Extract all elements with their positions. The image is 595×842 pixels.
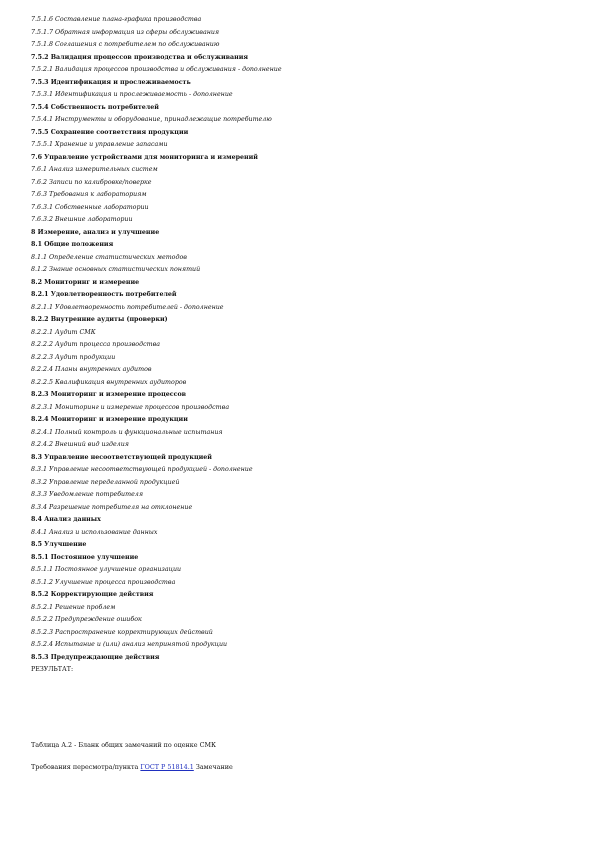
toc-item: 7.5.3.1 Идентификация и прослеживаемость - дополнение (31, 91, 233, 98)
toc-item: 8.5.2 Корректирующие действия (31, 591, 154, 598)
toc-item: 7.5.4 Собственность потребителей (31, 103, 159, 111)
toc-item: 7.6.3 Требования к лабораториям (31, 191, 147, 198)
toc-item: 8.2.2.1 Аудит СМК (31, 328, 96, 336)
toc-item: 8.2.2.3 Аудит продукции (31, 353, 116, 361)
toc-item: 8 Измерение, анализ и улучшение (31, 228, 160, 236)
toc-item: 7.5.2 Валидация процессов производства и обслуживания (31, 53, 249, 61)
toc-item: 8.3.2 Управление переделанной продукцией (31, 478, 180, 486)
toc-item: 8.5.2.4 Испытание и (или) анализ непринятой продукции (31, 641, 228, 648)
requirement-prefix: Требования пересмотра/пункта (31, 763, 139, 771)
toc-item: 8.3.4 Разрешение потребителя на отклонение (31, 503, 193, 511)
toc-item: 8.2.3.1 Мониторинг и измерение процессов производства (31, 403, 230, 411)
toc-item: 8.2.4.2 Внешний вид изделия (31, 441, 129, 448)
toc-item: 8.2.4 Мониторинг и измерение продукции (31, 416, 188, 423)
toc-item: 7.5.1.8 Соглашения с потребителем по обслуживанию (31, 41, 220, 48)
toc-item: 8.4.1 Анализ и использование данных (31, 528, 158, 536)
toc-item: 7.6.3.2 Внешние лаборатории (31, 216, 133, 223)
toc-item: 7.6.3.1 Собственные лаборатории (31, 203, 149, 211)
requirements-header-line (31, 763, 233, 771)
table-caption: Таблица А.2 - Бланк общих замечаний по оценке СМК (31, 741, 216, 749)
toc-item: 8.5.2.3 Распространение корректирующих действий (31, 628, 213, 636)
toc-item: 8.2.2 Внутренние аудиты (проверки) (31, 316, 168, 323)
toc-item: 7.6.1 Анализ измерительных систем (31, 166, 158, 173)
toc-item: 7.5.1.6 Составление плана-графика производства (31, 16, 202, 23)
toc-item: 8.2.3 Мониторинг и измерение процессов (31, 391, 187, 398)
toc-item: 8.1 Общие положения (31, 241, 114, 248)
toc-item: 7.5.5 Сохранение соответствия продукции (31, 128, 189, 136)
toc-item: 8.2.2.4 Планы внутренних аудитов (31, 366, 152, 373)
toc-item: 7.5.4.1 Инструменты и оборудование, принадлежащие потребителю (31, 116, 272, 123)
toc-item: 7.6.2 Записи по калибровке/поверке (31, 178, 152, 186)
requirement-suffix: Замечание (195, 763, 233, 771)
toc-list (31, 16, 291, 673)
toc-item: 8.2.2.2 Аудит процесса производства (31, 341, 161, 348)
toc-item: 8.5 Улучшение (31, 541, 87, 548)
toc-item: 8.3 Управление несоответствующей продукцией (31, 453, 212, 461)
toc-item: 8.2.1 Удовлетворенность потребителей (31, 291, 177, 298)
toc-item: 8.5.3 Предупреждающие действия (31, 653, 160, 661)
toc-item: 7.6 Управление устройствами для мониторинга и измерений (31, 153, 258, 161)
toc-item: 8.1.1 Определение статистических методов (31, 253, 187, 261)
toc-item: 8.3.1 Управление несоответствующей продукцией - дополнение (31, 466, 253, 473)
toc-item: 7.5.1.7 Обратная информация из сферы обслуживания (31, 28, 220, 36)
toc-item: 8.5.1.1 Постоянное улучшение организации (31, 566, 182, 573)
toc-item: 7.5.3 Идентификация и прослеживаемость (31, 78, 191, 86)
toc-item: 8.5.2.1 Решение проблем (31, 603, 116, 611)
toc-item: 8.5.2.2 Предупреждение ошибок (31, 616, 142, 623)
toc-item: 8.2 Мониторинг и измерение (31, 278, 140, 286)
toc-item: 8.3.3 Уведомление потребителя (31, 491, 143, 498)
toc-item: 8.2.1.1 Удовлетворенность потребителей - дополнение (31, 303, 224, 311)
toc-item: 8.2.2.5 Квалификация внутренних аудиторов (31, 378, 187, 386)
toc-item: 8.4 Анализ данных (31, 516, 101, 523)
toc-item: 7.5.5.1 Хранение и управление запасами (31, 141, 168, 148)
result-label: РЕЗУЛЬТАТ: (31, 666, 74, 673)
toc-item: 8.1.2 Знание основных статистических понятий (31, 266, 201, 273)
toc-item: 8.5.1.2 Улучшение процесса производства (31, 578, 176, 586)
gost-link[interactable]: ГОСТ Р 51814.1 (140, 763, 194, 771)
toc-item: 7.5.2.1 Валидация процессов производства и обслуживания - дополнение (31, 66, 282, 73)
toc-item: 8.5.1 Постоянное улучшение (31, 553, 139, 561)
toc-item: 8.2.4.1 Полный контроль и функциональные испытания (31, 428, 223, 436)
